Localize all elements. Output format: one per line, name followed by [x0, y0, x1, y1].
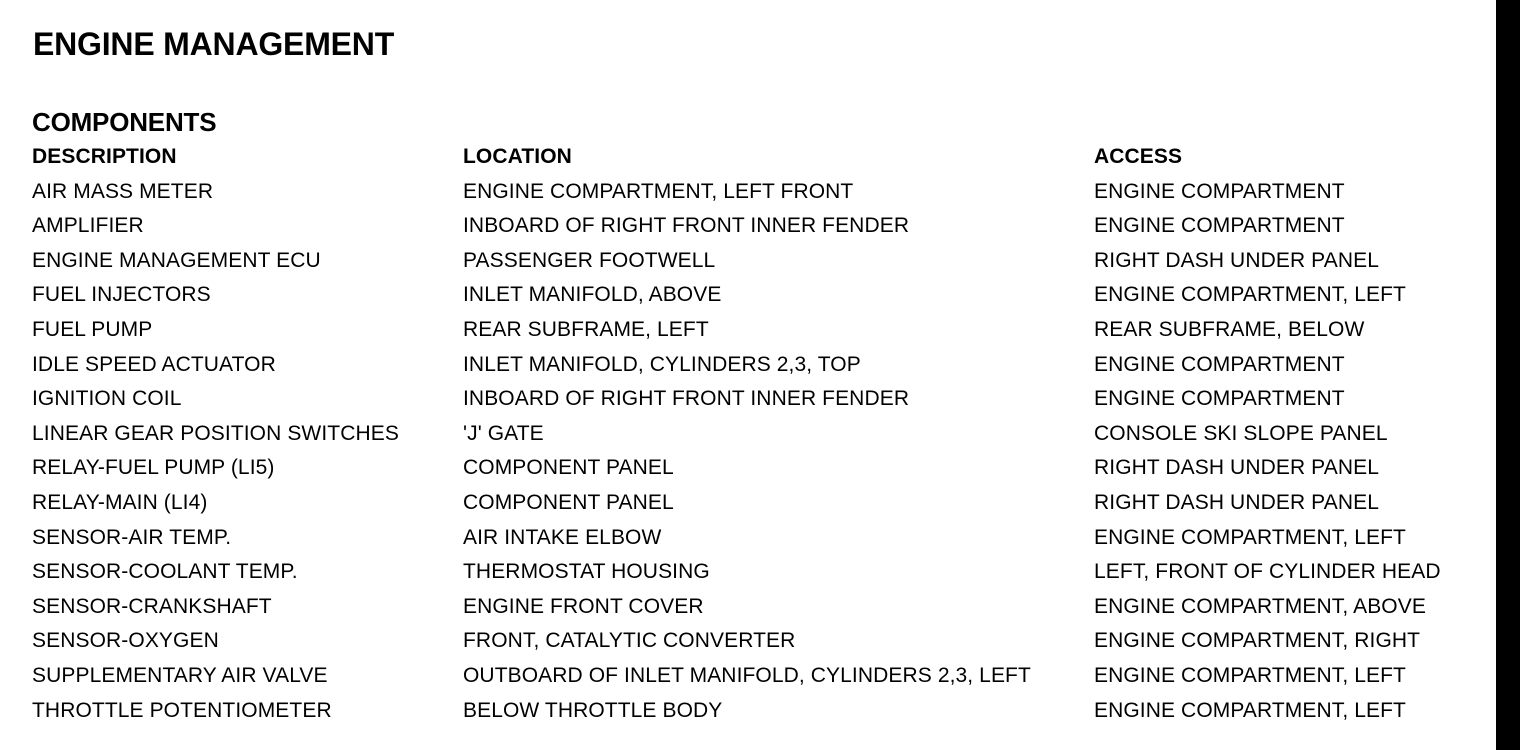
cell-access: LEFT, FRONT OF CYLINDER HEAD — [1094, 560, 1441, 584]
cell-location: INBOARD OF RIGHT FRONT INNER FENDER — [463, 214, 910, 238]
cell-access: ENGINE COMPARTMENT — [1094, 214, 1345, 238]
column-header-description: DESCRIPTION — [32, 145, 177, 168]
table-row — [0, 313, 1496, 348]
cell-access: ENGINE COMPARTMENT, LEFT — [1094, 283, 1406, 307]
cell-description: SENSOR-CRANKSHAFT — [32, 594, 272, 618]
table-row — [0, 348, 1496, 383]
cell-description: FUEL PUMP — [32, 317, 153, 341]
cell-description: SENSOR-COOLANT TEMP. — [32, 560, 298, 584]
cell-description: RELAY-MAIN (LI4) — [32, 490, 208, 514]
cell-access: CONSOLE SKI SLOPE PANEL — [1094, 421, 1388, 445]
cell-access: RIGHT DASH UNDER PANEL — [1094, 248, 1379, 272]
cell-location: FRONT, CATALYTIC CONVERTER — [463, 629, 796, 653]
column-header-location: LOCATION — [463, 145, 572, 168]
cell-location: INLET MANIFOLD, ABOVE — [463, 283, 722, 307]
table-row — [0, 486, 1496, 521]
cell-location: INBOARD OF RIGHT FRONT INNER FENDER — [463, 387, 910, 411]
table-body — [0, 175, 1496, 729]
cell-description: AIR MASS METER — [32, 179, 214, 203]
table-row — [0, 209, 1496, 244]
cell-access: ENGINE COMPARTMENT, RIGHT — [1094, 629, 1421, 653]
cell-access: RIGHT DASH UNDER PANEL — [1094, 456, 1379, 480]
table-header-row — [0, 140, 1496, 175]
column-header-access: ACCESS — [1094, 145, 1183, 168]
cell-location: 'J' GATE — [463, 421, 544, 445]
table-row — [0, 555, 1496, 590]
table-row — [0, 278, 1496, 313]
cell-location: REAR SUBFRAME, LEFT — [463, 317, 709, 341]
table-row — [0, 175, 1496, 210]
table-row — [0, 624, 1496, 659]
cell-location: COMPONENT PANEL — [463, 490, 674, 514]
table-row — [0, 521, 1496, 556]
cell-location: PASSENGER FOOTWELL — [463, 248, 716, 272]
cell-location: COMPONENT PANEL — [463, 456, 674, 480]
cell-description: ENGINE MANAGEMENT ECU — [32, 248, 321, 272]
cell-access: ENGINE COMPARTMENT, ABOVE — [1094, 594, 1426, 618]
cell-description: SENSOR-OXYGEN — [32, 629, 219, 653]
cell-location: BELOW THROTTLE BODY — [463, 698, 723, 722]
cell-description: FUEL INJECTORS — [32, 283, 211, 307]
cell-access: RIGHT DASH UNDER PANEL — [1094, 490, 1379, 514]
cell-description: IGNITION COIL — [32, 387, 182, 411]
cell-description: RELAY-FUEL PUMP (LI5) — [32, 456, 275, 480]
cell-access: REAR SUBFRAME, BELOW — [1094, 317, 1365, 341]
cell-location: INLET MANIFOLD, CYLINDERS 2,3, TOP — [463, 352, 861, 376]
cell-location: THERMOSTAT HOUSING — [463, 560, 710, 584]
cell-access: ENGINE COMPARTMENT, LEFT — [1094, 663, 1406, 687]
cell-location: AIR INTAKE ELBOW — [463, 525, 662, 549]
cell-description: SUPPLEMENTARY AIR VALVE — [32, 663, 328, 687]
cell-location: ENGINE COMPARTMENT, LEFT FRONT — [463, 179, 854, 203]
table-row — [0, 382, 1496, 417]
cell-description: IDLE SPEED ACTUATOR — [32, 352, 276, 376]
cell-description: THROTTLE POTENTIOMETER — [32, 698, 332, 722]
section-title: COMPONENTS — [32, 107, 217, 137]
cell-access: ENGINE COMPARTMENT, LEFT — [1094, 525, 1406, 549]
table-row — [0, 244, 1496, 279]
cell-location: OUTBOARD OF INLET MANIFOLD, CYLINDERS 2,3, LEFT — [463, 663, 1031, 687]
table-row — [0, 659, 1496, 694]
cell-description: AMPLIFIER — [32, 214, 144, 238]
table-row — [0, 451, 1496, 486]
cell-description: SENSOR-AIR TEMP. — [32, 525, 232, 549]
cell-access: ENGINE COMPARTMENT — [1094, 387, 1345, 411]
cell-access: ENGINE COMPARTMENT, LEFT — [1094, 698, 1406, 722]
cell-location: ENGINE FRONT COVER — [463, 594, 704, 618]
table-row — [0, 590, 1496, 625]
table-row — [0, 417, 1496, 452]
page-edge-bar — [1496, 0, 1520, 750]
cell-access: ENGINE COMPARTMENT — [1094, 179, 1345, 203]
cell-description: LINEAR GEAR POSITION SWITCHES — [32, 421, 399, 445]
cell-access: ENGINE COMPARTMENT — [1094, 352, 1345, 376]
components-table — [0, 140, 1496, 728]
document-title: ENGINE MANAGEMENT — [33, 26, 395, 62]
table-row — [0, 694, 1496, 729]
